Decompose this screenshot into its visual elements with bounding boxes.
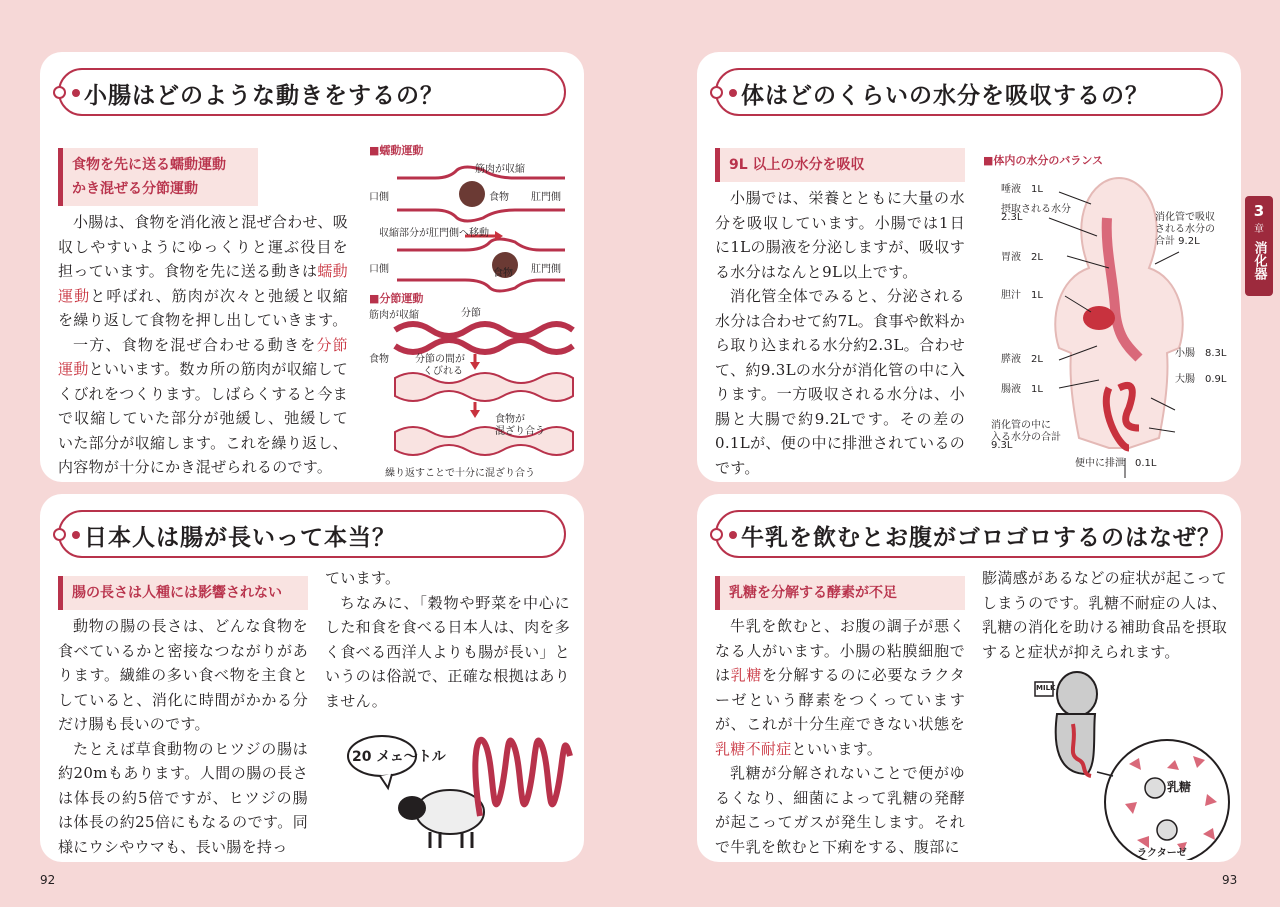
lactose-label: 乳糖 — [1167, 780, 1192, 794]
label-food: 食物 — [489, 192, 509, 203]
keyword: 乳糖 — [730, 666, 763, 684]
label-small-intestine: 小腸 8.3L — [1175, 348, 1227, 359]
diagram-heading: ■蠕動運動 — [369, 144, 424, 157]
paragraph: 乳糖が分解されないことで便がゆるくなり、細菌によって乳糖の発酵が起こってガスが発生します。それで牛乳を飲むと下痢をする、腹部に — [715, 764, 965, 856]
label-repeat: 繰り返すことで十分に混ざり合う — [385, 468, 535, 479]
card-intestine-length — [40, 494, 584, 862]
body-text — [715, 186, 965, 480]
lactase-label: ラクターゼ — [1137, 848, 1187, 859]
question-title-box — [58, 510, 566, 558]
bear-lactose-illustration — [1017, 664, 1237, 860]
page-title: 体はどのくらいの水分を吸収するの？ — [741, 83, 1149, 109]
label-gastric: 胃液 2L — [1001, 252, 1043, 263]
label-intake: 2.3L — [1001, 212, 1023, 223]
subheading — [58, 148, 258, 206]
label-mix: 食物が — [495, 414, 525, 425]
page-number-left: 92 — [40, 873, 56, 887]
page-title: 小腸はどのような動きをするの？ — [84, 83, 444, 109]
keyword: 乳糖不耐症 — [715, 739, 792, 758]
label-absorbed: される水分の — [1155, 224, 1215, 235]
label-food: 食物 — [493, 268, 513, 279]
page-title: 牛乳を飲むとお腹がゴロゴロするのはなぜ？ — [741, 525, 1221, 551]
label-mouth-side: 口側 — [369, 192, 389, 203]
diagram-heading: ■分節運動 — [369, 292, 424, 305]
chapter-label: 章 — [1254, 224, 1264, 235]
body-text — [58, 210, 348, 480]
label-total: 9.3L — [991, 440, 1013, 451]
paragraph: 膨満感があるなどの症状が起こってしまうのです。乳糖不耐症の人は、乳糖の消化を助ける補助食品を摂取すると症状が抑えられます。 — [982, 569, 1227, 661]
subheading — [715, 576, 965, 610]
label-total: 消化管の中に — [991, 420, 1051, 431]
text: 小腸は、食物を消化液と混ぜ合わせ、吸収しやすいようにゆっくりと運ぶ役目を担っています。食物を先に送る動きは — [58, 213, 348, 280]
water-balance-diagram — [979, 148, 1235, 478]
label-absorbed: 合計 9.2L — [1155, 236, 1200, 247]
paragraph: 動物の腸の長さは、どんな食物を食べているかと密接なつながりがあります。繊維の多い食べ物を主食としていると、消化に時間がかかる分だけ腸も長いのです。 — [58, 617, 308, 733]
subheading-line: 腸の長さは人種には影響されない — [72, 585, 282, 601]
label-segment: 分節 — [461, 308, 481, 319]
label-mouth-side: 口側 — [369, 264, 389, 275]
text: といいます。数カ所の筋肉が収縮してくびれをつくります。しばらくすると今まで収縮していた部分が弛緩し、弛緩していた部分が収縮します。これを繰り返し、内容物が十分にかき混ぜられるのです。 — [58, 360, 348, 476]
label-saliva: 唾液 1L — [1001, 184, 1043, 195]
question-title-box — [715, 68, 1223, 116]
label-food: 食物 — [369, 354, 389, 365]
chapter-name: 消化器 — [1251, 241, 1267, 280]
text: を分解するのに必要なラクターゼという酵素をつくっていますが、これが十分生産できない状態を — [715, 666, 965, 733]
label-intake: 摂取される水分 — [1001, 204, 1071, 215]
chapter-tab — [1245, 196, 1273, 296]
label-muscle: 筋肉が収縮 — [369, 310, 419, 321]
sheep-illustration — [340, 716, 580, 856]
label-move: 収縮部分が肛門側へ移動 — [379, 228, 489, 239]
keyword: 分節運動 — [58, 335, 348, 378]
question-title-box — [58, 68, 566, 116]
label-pancreatic: 膵液 2L — [1001, 354, 1043, 365]
text: 牛乳を飲むと、お腹の調子が悪くなる人がいます。小腸の粘膜細胞では — [715, 617, 965, 684]
subheading-line: かき混ぜる分節運動 — [72, 181, 198, 197]
label-large-intestine: 大腸 0.9L — [1175, 374, 1227, 385]
label-anus-side: 肛門側 — [531, 192, 561, 203]
page-number-right: 93 — [1222, 873, 1238, 887]
diagram-heading: ■体内の水分のバランス — [983, 154, 1104, 167]
milk-label: MILK — [1036, 684, 1056, 692]
text: と呼ばれ、筋肉が次々と弛緩と収縮を繰り返して食物を押し出していきます。 — [58, 286, 348, 329]
subheading-line: 9L 以上の水分を吸収 — [729, 157, 865, 173]
card-milk-lactose — [697, 494, 1241, 862]
speech-bubble-text: 20 メェ〜トル — [352, 749, 446, 765]
subheading — [58, 576, 308, 610]
label-stool: 便中に排泄 0.1L — [1075, 458, 1157, 469]
text: といいます。 — [791, 739, 883, 758]
text: 一方、食物を混ぜ合わせる動きを — [73, 335, 317, 354]
body-text — [325, 566, 570, 713]
label-bile: 胆汁 1L — [1001, 290, 1043, 301]
paragraph: たとえば草食動物のヒツジの腸は約20mもあります。人間の腸の長さは体長の約5倍ですが、ヒツジの腸は体長の約25倍にもなるのです。同様にウシやウマも、長い腸を持っ — [58, 739, 308, 856]
label-anus-side: 肛門側 — [531, 264, 561, 275]
card-water-absorption — [697, 52, 1241, 482]
subheading-line: 食物を先に送る蠕動運動 — [72, 157, 226, 173]
label-mix: 混ざり合う — [495, 426, 545, 437]
chapter-number: 3 — [1253, 202, 1265, 220]
body-text — [58, 614, 308, 859]
label-total: 入る水分の合計 — [991, 432, 1061, 443]
paragraph — [715, 614, 965, 761]
subheading — [715, 148, 965, 182]
paragraph: ています。 — [325, 569, 401, 587]
page-title: 日本人は腸が長いって本当？ — [84, 525, 396, 551]
label-absorbed: 消化管で吸収 — [1155, 212, 1215, 223]
paragraph: 消化管全体でみると、分泌される水分は合わせて約7L。食事や飲料から取り込まれる水分約2.3L。合わせて、約9.3Lの水分が消化管の中に入ります。一方吸収される水分は、小腸と大腸で約9.2Lです。その差の0.1Lが、便の中に排泄されているのです。 — [715, 287, 965, 477]
subheading-line: 乳糖を分解する酵素が不足 — [729, 585, 897, 601]
label-intestinal: 腸液 1L — [1001, 384, 1043, 395]
body-text — [715, 614, 965, 859]
label-muscle: 筋肉が収縮 — [475, 164, 525, 175]
paragraph — [58, 210, 348, 333]
label-narrow: 分節の間が — [415, 354, 465, 365]
paragraph: 小腸では、栄養とともに大量の水分を吸収しています。小腸では1日に1Lの腸液を分泌しますが、吸収する水分はなんと9L以上です。 — [715, 189, 965, 281]
keyword: 蠕動運動 — [58, 262, 348, 305]
paragraph — [58, 333, 348, 480]
paragraph: ちなみに、「穀物や野菜を中心にした和食を食べる日本人は、肉を多く食べる西洋人よりも腸が長い」というのは俗説で、正確な根拠はありません。 — [325, 593, 570, 710]
body-text — [982, 566, 1227, 664]
peristalsis-diagram — [365, 140, 575, 480]
label-narrow: くびれる — [423, 366, 463, 377]
question-title-box — [715, 510, 1223, 558]
card-small-intestine-movement — [40, 52, 584, 482]
